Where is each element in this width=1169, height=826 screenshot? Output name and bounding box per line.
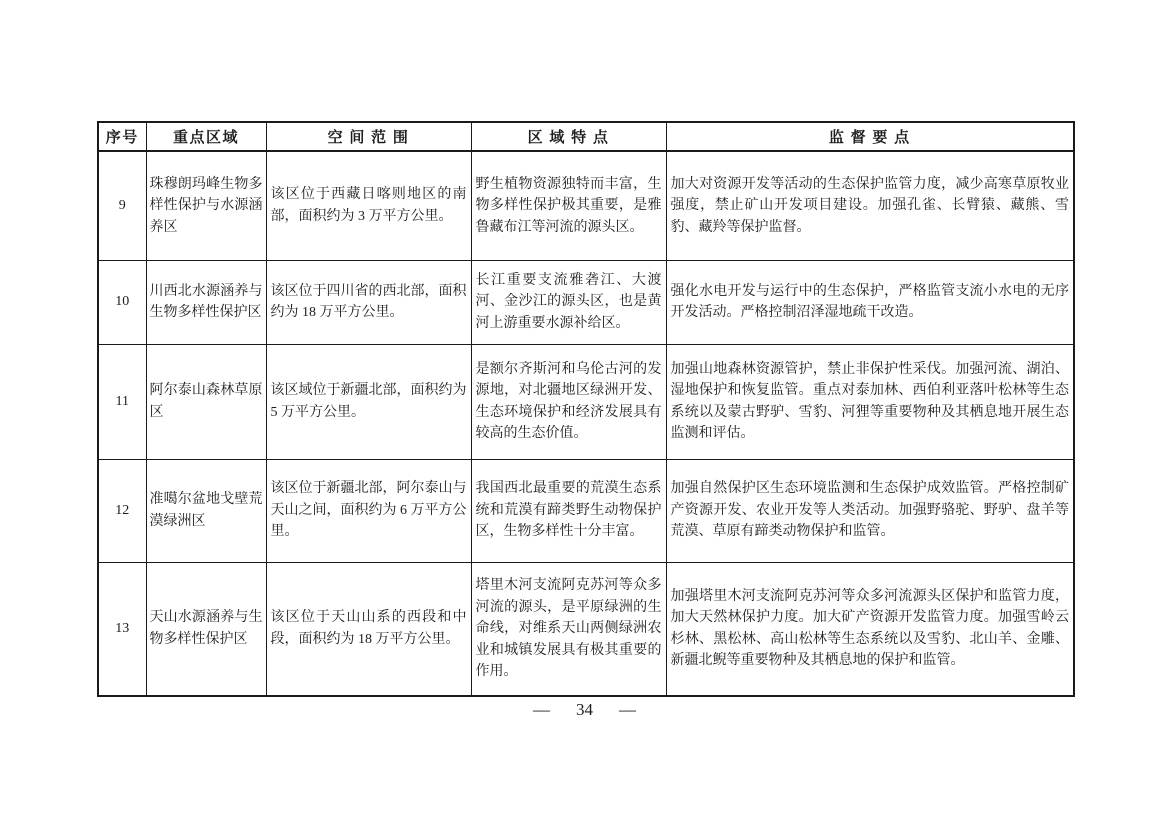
cell-spatial-scope: 该区域位于新疆北部，面积约为 5 万平方公里。 (266, 344, 471, 459)
cell-regional-features: 我国西北最重要的荒漠生态系统和荒漠有蹄类野生动物保护区，生物多样性十分丰富。 (471, 459, 666, 562)
cell-spatial-scope: 该区位于西藏日喀则地区的南部，面积约为 3 万平方公里。 (266, 151, 471, 260)
column-header-regional-features: 区 域 特 点 (471, 122, 666, 151)
table-row-9 (98, 151, 1074, 260)
cell-spatial-scope: 该区位于新疆北部，阿尔泰山与天山之间，面积约为 6 万平方公里。 (266, 459, 471, 562)
cell-spatial-scope: 该区位于天山山系的西段和中段，面积约为 18 万平方公里。 (266, 562, 471, 696)
cell-index: 9 (98, 151, 146, 260)
cell-supervision-points: 加强自然保护区生态环境监测和生态保护成效监管。严格控制矿产资源开发、农业开发等人类活动。加强野骆驼、野驴、盘羊等荒漠、草原有蹄类动物保护和监管。 (666, 459, 1074, 562)
cell-key-area: 准噶尔盆地戈壁荒漠绿洲区 (146, 459, 266, 562)
footer-left-dash: — (533, 700, 550, 719)
column-header-supervision-points: 监 督 要 点 (666, 122, 1074, 151)
column-header-spatial-scope: 空 间 范 围 (266, 122, 471, 151)
cell-supervision-points: 强化水电开发与运行中的生态保护，严格监管支流小水电的无序开发活动。严格控制沼泽湿地疏干改造。 (666, 260, 1074, 344)
page-number: 34 (576, 700, 593, 719)
column-header-index: 序号 (98, 122, 146, 151)
table-header-row (98, 122, 1074, 151)
footer-right-dash: — (619, 700, 636, 719)
cell-key-area: 天山水源涵养与生物多样性保护区 (146, 562, 266, 696)
column-header-key-area: 重点区域 (146, 122, 266, 151)
cell-key-area: 川西北水源涵养与生物多样性保护区 (146, 260, 266, 344)
key-ecological-areas-table (97, 121, 1075, 697)
table-row-11 (98, 344, 1074, 459)
cell-regional-features: 野生植物资源独特而丰富，生物多样性保护极其重要，是雅鲁藏布江等河流的源头区。 (471, 151, 666, 260)
cell-key-area: 珠穆朗玛峰生物多样性保护与水源涵养区 (146, 151, 266, 260)
cell-spatial-scope: 该区位于四川省的西北部，面积约为 18 万平方公里。 (266, 260, 471, 344)
cell-index: 12 (98, 459, 146, 562)
cell-supervision-points: 加强山地森林资源管护，禁止非保护性采伐。加强河流、湖泊、湿地保护和恢复监管。重点对泰加林、西伯利亚落叶松林等生态系统以及蒙古野驴、雪豹、河狸等重要物种及其栖息地开展生态监测和评估。 (666, 344, 1074, 459)
cell-regional-features: 长江重要支流雅砻江、大渡河、金沙江的源头区，也是黄河上游重要水源补给区。 (471, 260, 666, 344)
cell-key-area: 阿尔泰山森林草原区 (146, 344, 266, 459)
cell-supervision-points: 加强塔里木河支流阿克苏河等众多河流源头区保护和监管力度，加大天然林保护力度。加大矿产资源开发监管力度。加强雪岭云杉林、黑松林、高山松林等生态系统以及雪豹、北山羊、金雕、新疆北鲵等重要物种及其栖息地的保护和监管。 (666, 562, 1074, 696)
cell-index: 13 (98, 562, 146, 696)
page-footer (0, 700, 1169, 720)
cell-regional-features: 塔里木河支流阿克苏河等众多河流的源头，是平原绿洲的生命线，对维系天山两侧绿洲农业和城镇发展具有极其重要的作用。 (471, 562, 666, 696)
cell-index: 10 (98, 260, 146, 344)
cell-supervision-points: 加大对资源开发等活动的生态保护监管力度，减少高寒草原牧业强度，禁止矿山开发项目建设。加强孔雀、长臂猿、藏熊、雪豹、藏羚等保护监督。 (666, 151, 1074, 260)
table-row-12 (98, 459, 1074, 562)
cell-regional-features: 是额尔齐斯河和乌伦古河的发源地，对北疆地区绿洲开发、生态环境保护和经济发展具有较高的生态价值。 (471, 344, 666, 459)
table-row-13 (98, 562, 1074, 696)
table-row-10 (98, 260, 1074, 344)
cell-index: 11 (98, 344, 146, 459)
